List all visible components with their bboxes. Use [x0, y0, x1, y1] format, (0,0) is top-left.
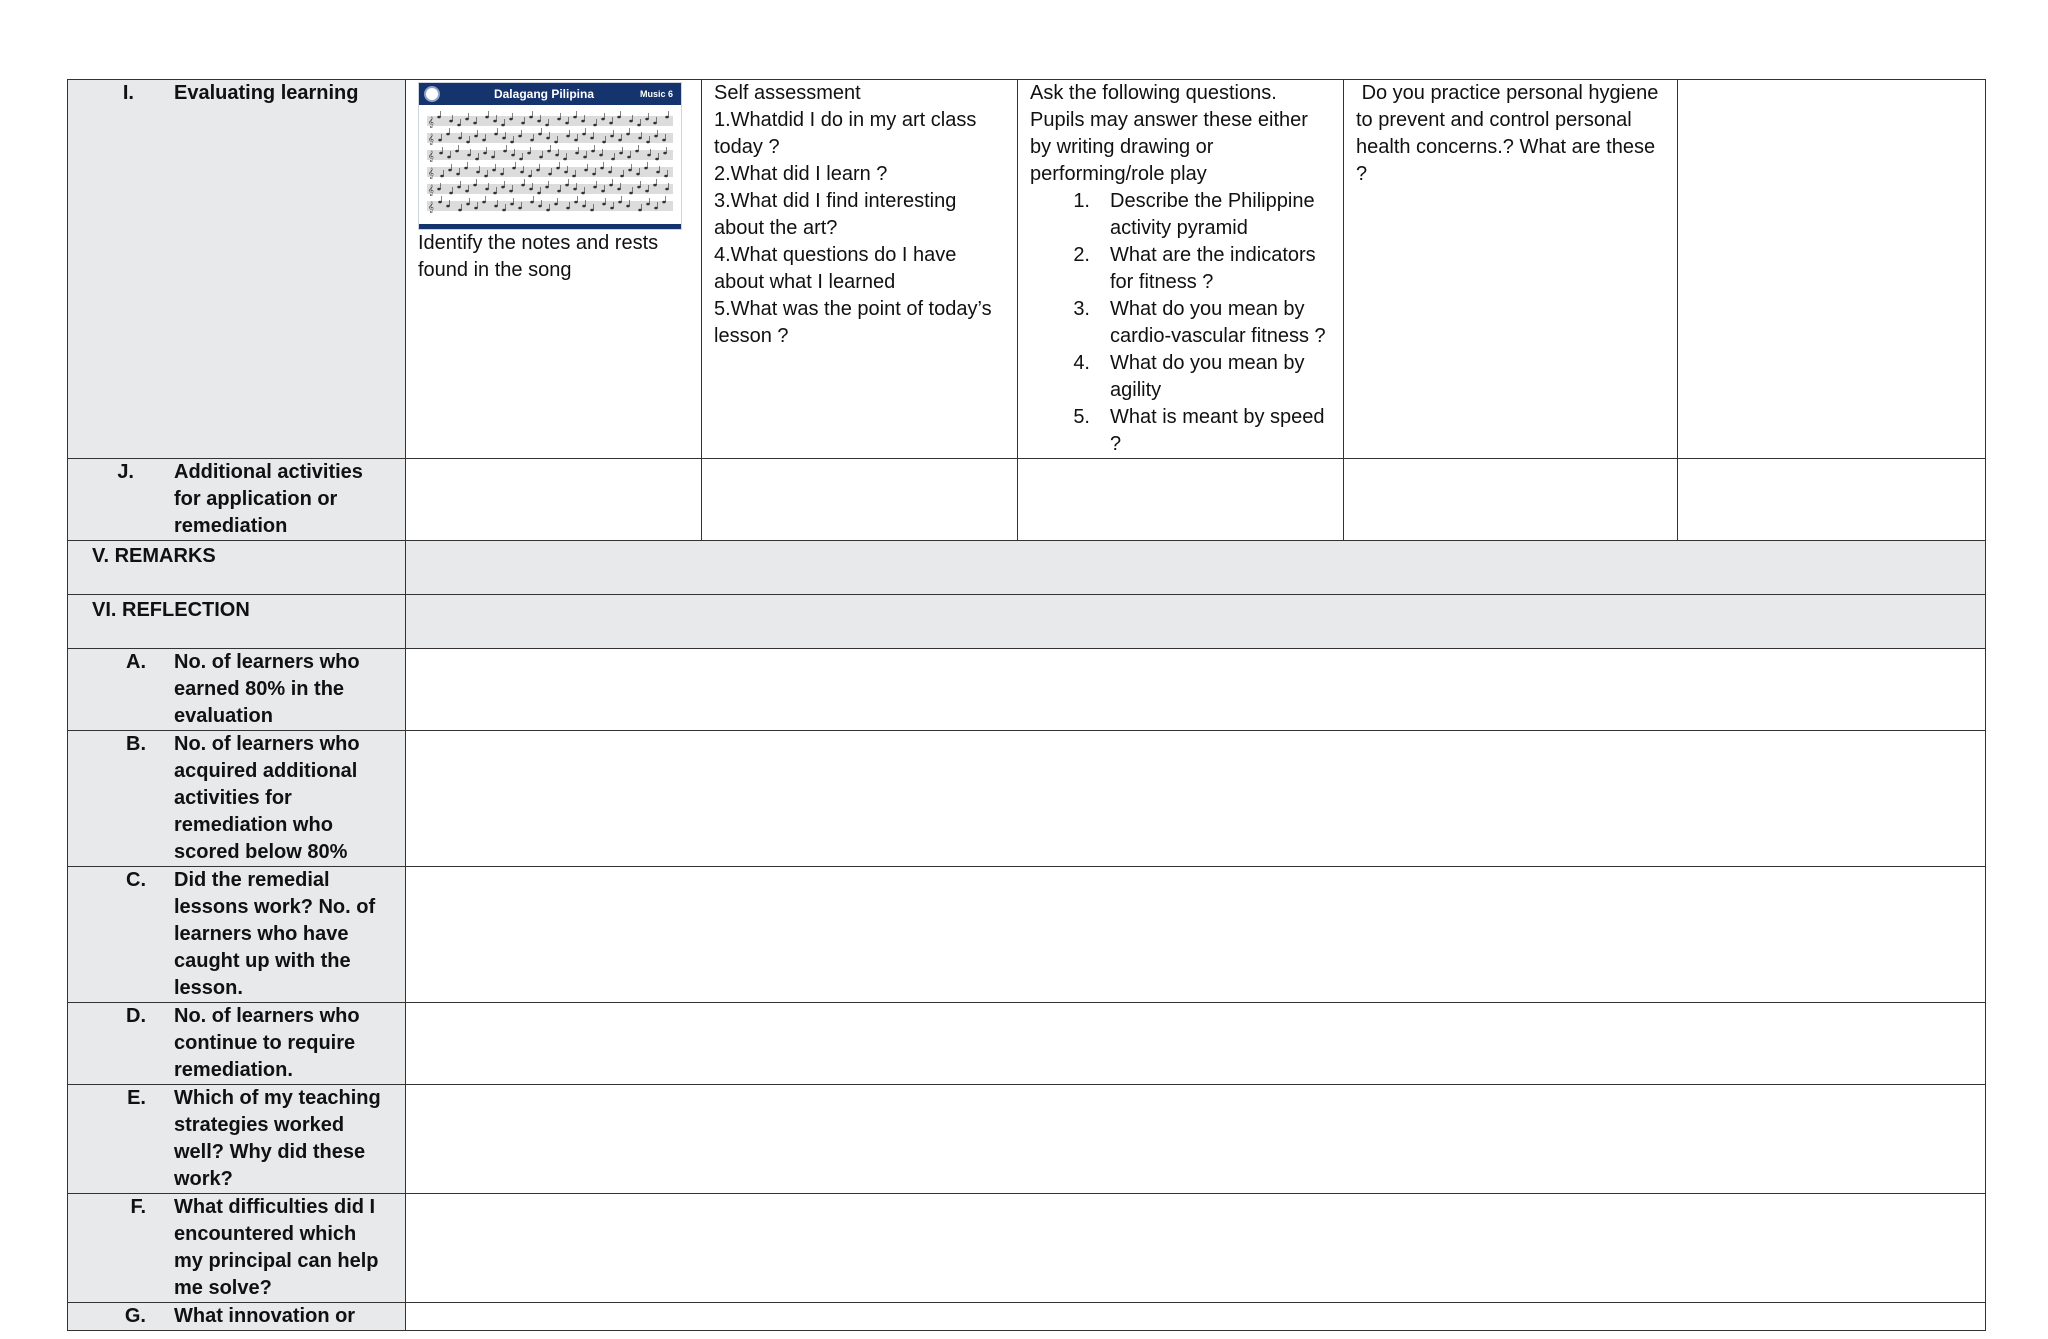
row-letter: J. [117, 461, 134, 483]
reflection-field[interactable] [406, 595, 1986, 649]
row-reflection-c [68, 867, 1986, 1003]
row-label-evaluating [68, 80, 406, 459]
cell-empty [1678, 80, 1986, 459]
row-label-reflection: B. No. of learners who acquired additional activities for remediation who scored below 80% [68, 731, 406, 867]
row-evaluating [68, 80, 1986, 459]
svg-text:𝄞: 𝄞 [428, 134, 434, 145]
arts-line: 3.What did I find interesting about the art? [714, 190, 957, 239]
song-sheet-title: Dalagang Pilipina [493, 86, 594, 101]
row-reflection-g [68, 1303, 1986, 1331]
music-staff-icon [419, 105, 681, 220]
arts-line: 1.Whatdid I do in my art class today ? [714, 109, 977, 158]
svg-text:𝄞: 𝄞 [428, 202, 434, 213]
row-label-text: Additional activities for application or remediation [174, 461, 363, 537]
cell-pe [1018, 80, 1344, 459]
row-reflection-e [68, 1085, 1986, 1194]
pe-intro: Ask the following questions. Pupils may answer these either by writing drawing or performing/role play [1030, 82, 1308, 185]
arts-line: 2.What did I learn ? [714, 163, 888, 185]
row-label-reflection: D. No. of learners who continue to require remediation. [68, 1003, 406, 1085]
row-letter: I. [122, 82, 134, 104]
cell-empty [702, 459, 1018, 541]
reflection-answer-field[interactable] [406, 867, 1986, 1003]
section-title: V. REMARKS [92, 545, 216, 567]
row-remarks [68, 541, 1986, 595]
pe-question: 2. What are the indicators for fitness ? [1073, 244, 1316, 293]
remarks-field[interactable] [406, 541, 1986, 595]
section-reflection [68, 595, 406, 649]
row-reflection [68, 595, 1986, 649]
song-sheet-image [418, 82, 682, 230]
reflection-answer-field[interactable] [406, 1085, 1986, 1194]
health-text: Do you practice personal hygiene to prevent and control personal health concerns.? What are these ? [1356, 82, 1664, 185]
cell-empty [1678, 459, 1986, 541]
svg-text:𝄞: 𝄞 [428, 117, 434, 128]
row-label-reflection: C. Did the remedial lessons work? No. of learners who have caught up with the lesson. [68, 867, 406, 1003]
reflection-answer-field[interactable] [406, 649, 1986, 731]
row-reflection-a [68, 649, 1986, 731]
row-label-text: Evaluating learning [174, 82, 359, 104]
row-label-additional [68, 459, 406, 541]
row-label-reflection: G. What innovation or [68, 1303, 406, 1331]
pe-question: 1. Describe the Philippine activity pyramid [1073, 190, 1315, 239]
pe-question-list [1030, 188, 1331, 458]
cell-arts [702, 80, 1018, 459]
svg-text:𝄞: 𝄞 [428, 151, 434, 162]
lesson-log-table [67, 79, 1986, 1331]
svg-text:𝄞: 𝄞 [428, 168, 434, 179]
row-additional [68, 459, 1986, 541]
song-sheet-subject: Music 6 [639, 88, 673, 99]
reflection-answer-field[interactable] [406, 731, 1986, 867]
row-reflection-b [68, 731, 1986, 867]
deped-seal-icon [424, 86, 440, 102]
cell-music [406, 80, 702, 459]
cell-health [1344, 80, 1678, 459]
svg-text:𝄞: 𝄞 [428, 185, 434, 196]
row-label-reflection: E. Which of my teaching strategies worked well? Why did these work? [68, 1085, 406, 1194]
reflection-answer-field[interactable] [406, 1003, 1986, 1085]
row-reflection-f [68, 1194, 1986, 1303]
row-label-reflection: F. What difficulties did I encountered which my principal can help me solve? [68, 1194, 406, 1303]
cell-empty [1344, 459, 1678, 541]
arts-line: 4.What questions do I have about what I learned [714, 244, 957, 293]
arts-line: Self assessment [714, 82, 861, 104]
row-label-reflection: A. No. of learners who earned 80% in the evaluation [68, 649, 406, 731]
section-remarks [68, 541, 406, 595]
reflection-answer-field[interactable] [406, 1303, 1986, 1331]
music-evaluation-text: Identify the notes and rests found in the song [418, 232, 659, 281]
pe-question: 4. What do you mean by agility [1073, 352, 1305, 401]
pe-question: 5. What is meant by speed ? [1073, 406, 1325, 455]
pe-question: 3. What do you mean by cardio-vascular fitness ? [1073, 298, 1326, 347]
section-title: VI. REFLECTION [92, 599, 250, 621]
cell-empty [1018, 459, 1344, 541]
cell-empty [406, 459, 702, 541]
arts-line: 5.What was the point of today’s lesson ? [714, 298, 992, 347]
row-reflection-d [68, 1003, 1986, 1085]
reflection-answer-field[interactable] [406, 1194, 1986, 1303]
